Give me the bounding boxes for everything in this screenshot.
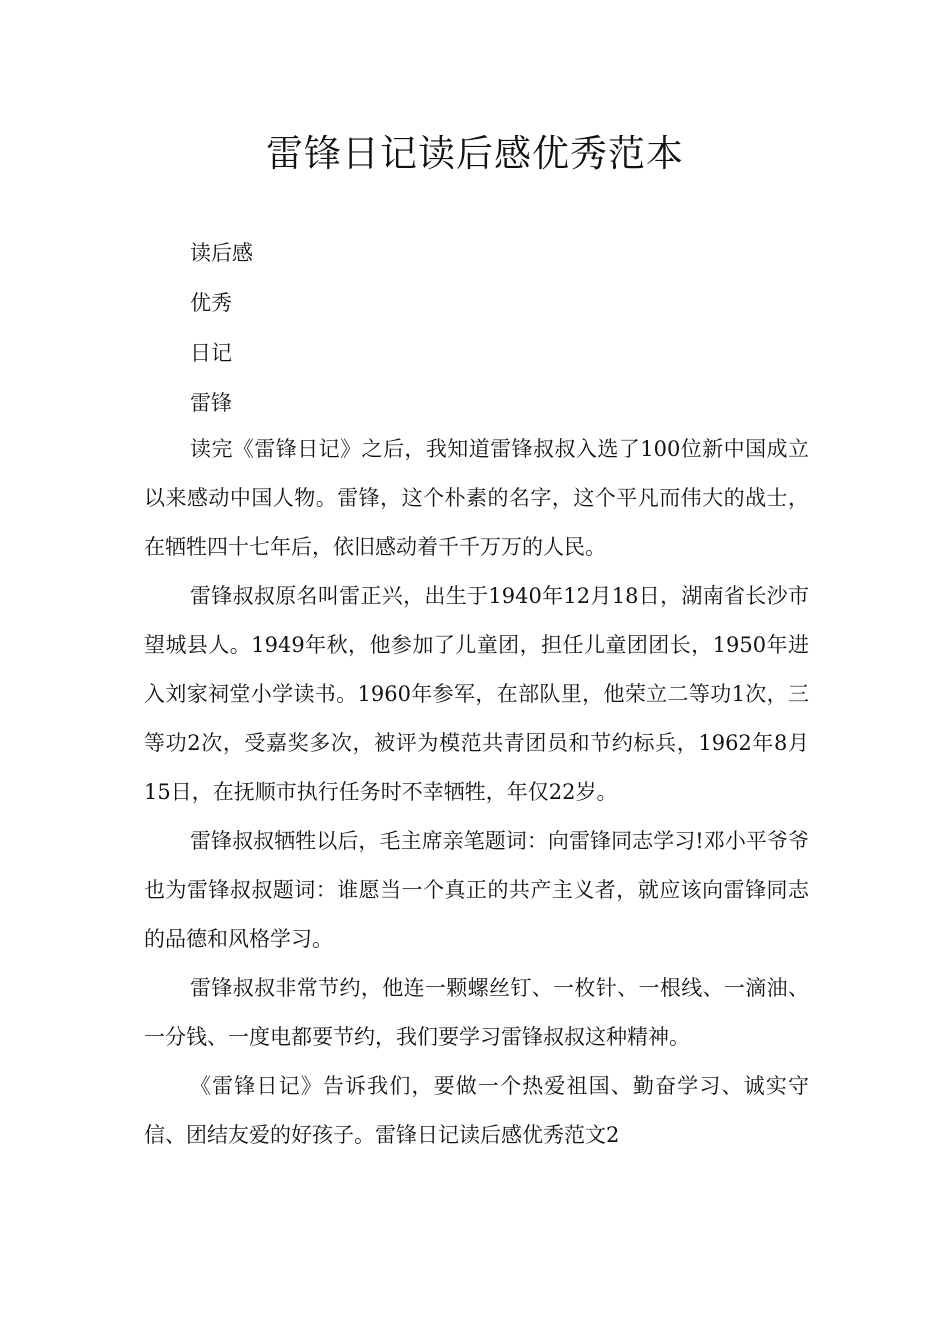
keyword-item: 读后感 [190, 241, 253, 265]
keyword-item: 日记 [190, 341, 232, 365]
body-paragraph: 读完《雷锋日记》之后，我知道雷锋叔叔入选了100位新中国成立以来感动中国人物。雷锋，这个朴素的名字，这个平凡而伟大的战士，在牺牲四十七年后，依旧感动着千千万万的人民。 [144, 437, 809, 559]
keyword-list [190, 228, 253, 428]
body-paragraph: 《雷锋日记》告诉我们，要做一个热爱祖国、勤奋学习、诚实守信、团结友爱的好孩子。雷锋日记读后感优秀范文2 [144, 1074, 809, 1147]
body-paragraph: 雷锋叔叔牺牲以后，毛主席亲笔题词：向雷锋同志学习!邓小平爷爷也为雷锋叔叔题词：谁愿当一个真正的共产主义者，就应该向雷锋同志的品德和风格学习。 [144, 829, 809, 951]
document-body [144, 425, 809, 1160]
keyword-item: 优秀 [190, 291, 232, 315]
document-title: 雷锋日记读后感优秀范本 [266, 132, 684, 175]
body-paragraph: 雷锋叔叔非常节约，他连一颗螺丝钉、一枚针、一根线、一滴油、一分钱、一度电都要节约，我们要学习雷锋叔叔这种精神。 [144, 976, 809, 1049]
keyword-item: 雷锋 [190, 391, 232, 415]
body-paragraph: 雷锋叔叔原名叫雷正兴，出生于1940年12月18日，湖南省长沙市望城县人。1949年秋，他参加了儿童团，担任儿童团团长，1950年进入刘家祠堂小学读书。1960年参军，在部队里，他荣立二等功1次，三等功2次，受嘉奖多次，被评为模范共青团员和节约标兵，1962年8月15日，在抚顺市执行任务时不幸牺牲，年仅22岁。 [144, 584, 809, 804]
